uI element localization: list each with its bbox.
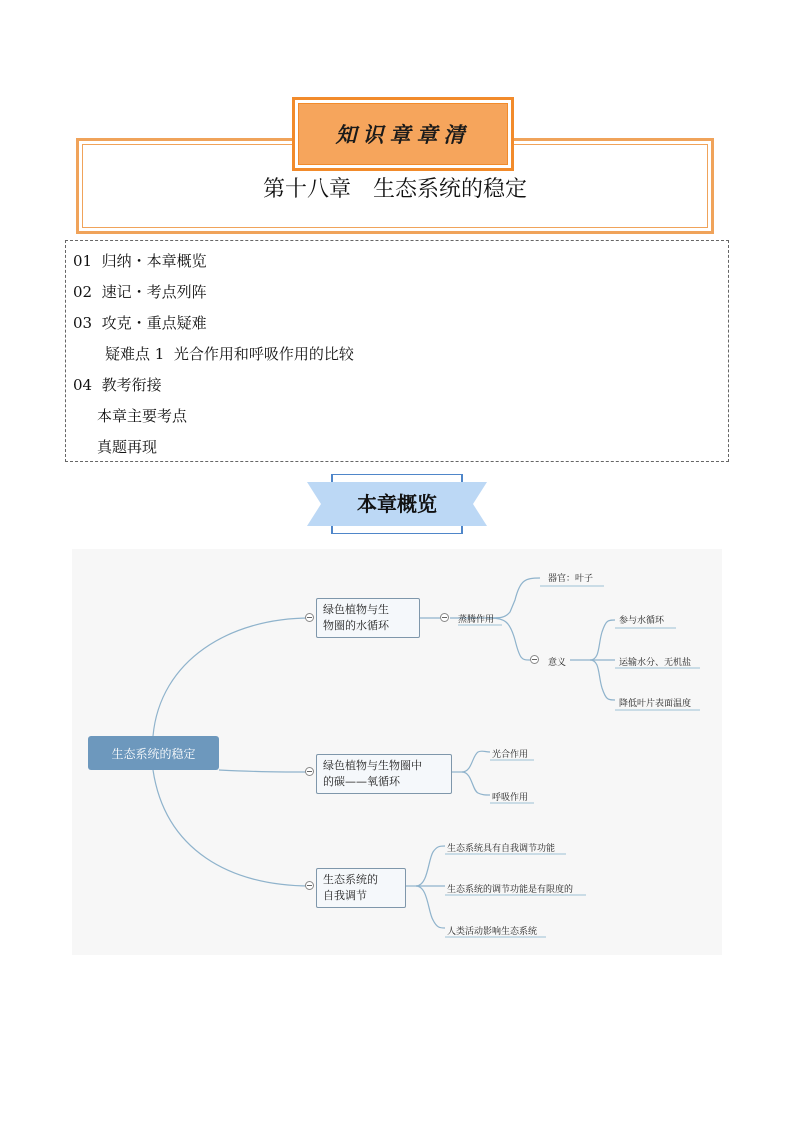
branch-label-line: 的碳——氧循环 — [323, 775, 400, 788]
mindmap-leaf[interactable]: 光合作用 — [492, 750, 529, 760]
collapse-toggle-icon[interactable] — [305, 881, 314, 890]
mindmap-leaf[interactable]: 生态系统具有自我调节功能 — [447, 844, 556, 854]
mindmap-node-transpiration[interactable]: 蒸腾作用 — [458, 615, 495, 625]
mindmap-leaf[interactable]: 参与水循环 — [619, 616, 665, 626]
toc-item[interactable]: 03 攻克・重点疑难 — [73, 314, 207, 332]
toc-item[interactable]: 04 教考衔接 — [73, 376, 162, 394]
toc-subitem[interactable]: 疑难点 1 光合作用和呼吸作用的比较 — [105, 345, 354, 363]
mindmap-leaf[interactable]: 呼吸作用 — [492, 793, 529, 803]
chapter-title: 第十八章 生态系统的稳定 — [262, 177, 527, 202]
branch-label-line: 生态系统的 — [323, 873, 378, 886]
section-tag-text: 知识章章清 — [335, 122, 471, 147]
branch-label-line: 绿色植物与生 — [323, 603, 389, 616]
collapse-toggle-icon[interactable] — [440, 613, 449, 622]
branch-label-line: 物圈的水循环 — [323, 619, 389, 632]
toc-item[interactable]: 01 归纳・本章概览 — [73, 252, 207, 270]
mindmap-leaf[interactable]: 人类活动影响生态系统 — [447, 927, 538, 937]
mindmap-leaf[interactable]: 运输水分、无机盐 — [619, 658, 692, 668]
mindmap-leaf[interactable]: 生态系统的调节功能是有限度的 — [447, 885, 574, 895]
branch-label-line: 绿色植物与生物圈中 — [323, 759, 422, 772]
mindmap-root-node[interactable] — [88, 736, 219, 770]
toc-item[interactable]: 02 速记・考点列阵 — [73, 283, 207, 301]
branch-label-line: 自我调节 — [323, 889, 367, 902]
mindmap-branch-water-cycle[interactable] — [316, 598, 420, 638]
toc-subitem[interactable]: 真题再现 — [97, 438, 158, 456]
mindmap-root-label: 生态系统的稳定 — [111, 746, 196, 761]
toc-subitem[interactable]: 本章主要考点 — [97, 407, 188, 425]
mindmap-branch-carbon-oxygen[interactable] — [316, 754, 452, 794]
collapse-toggle-icon[interactable] — [305, 613, 314, 622]
section-banner-label: 本章概览 — [357, 492, 437, 516]
mindmap-branch-self-regulation[interactable] — [316, 868, 406, 908]
mindmap-leaf[interactable]: 降低叶片表面温度 — [619, 699, 692, 709]
mindmap-node-meaning[interactable]: 意义 — [548, 658, 567, 668]
mindmap-leaf-organ[interactable]: 器官：叶子 — [548, 574, 594, 584]
collapse-toggle-icon[interactable] — [530, 655, 539, 664]
collapse-toggle-icon[interactable] — [305, 767, 314, 776]
